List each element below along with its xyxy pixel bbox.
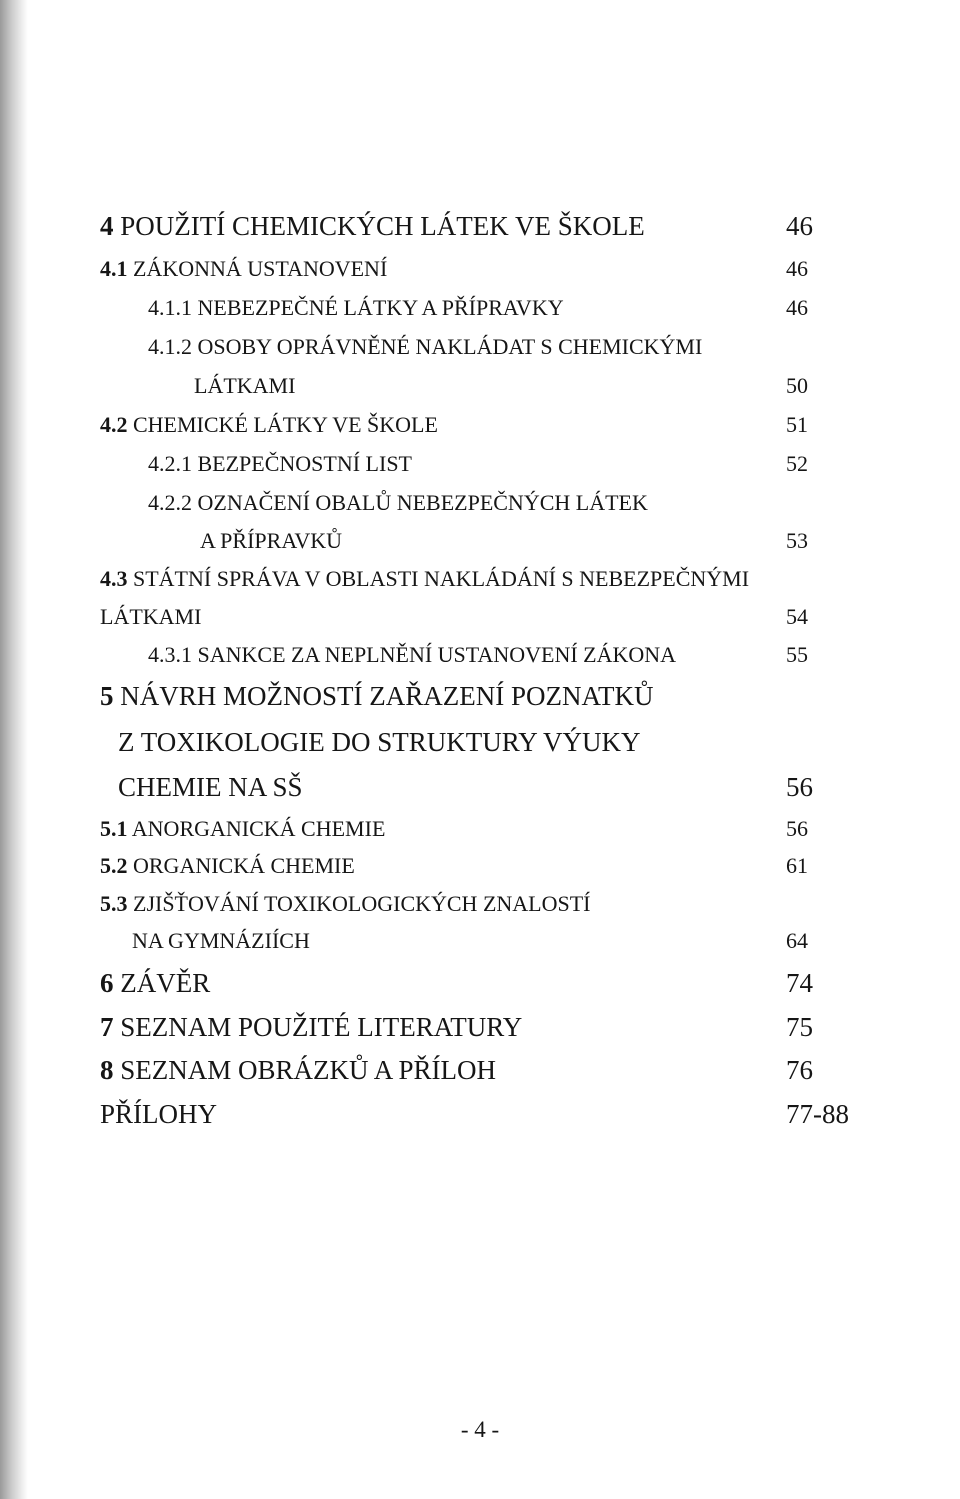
toc-title: ZJIŠŤOVÁNÍ TOXIKOLOGICKÝCH ZNALOSTÍ (127, 891, 591, 916)
toc-page: 61 (786, 853, 808, 878)
toc-number: 5.2 (100, 853, 128, 878)
toc-number: 4.1.2 (148, 334, 192, 359)
toc-entry-4-2-2 (148, 492, 648, 514)
page-number: - 4 - (460, 1417, 500, 1442)
toc-number: 4.2.1 (148, 451, 192, 476)
toc-page: 77-88 (786, 1099, 849, 1129)
toc-entry-5-3 (100, 893, 591, 915)
toc-page: 75 (786, 1012, 813, 1042)
toc-page: 76 (786, 1055, 813, 1085)
toc-title: ANORGANICKÁ CHEMIE (127, 816, 386, 841)
toc-page: 55 (786, 642, 808, 667)
toc-entry-4-2-1 (148, 453, 412, 475)
toc-entry-4-1-2 (148, 336, 702, 358)
toc-title: SANKCE ZA NEPLNĚNÍ USTANOVENÍ ZÁKONA (192, 642, 677, 667)
toc-title: LÁTKAMI (194, 373, 296, 398)
toc-page: 53 (786, 528, 808, 553)
toc-page: 51 (786, 412, 808, 437)
toc-entry-4-1-1 (148, 297, 564, 319)
toc-entry-4-1 (100, 258, 387, 280)
toc-title: LÁTKAMI (100, 604, 202, 629)
toc-page: 50 (786, 373, 808, 398)
toc-page: 64 (786, 928, 808, 953)
toc-entry-5-1 (100, 818, 385, 840)
toc-number: 6 (100, 968, 114, 998)
toc-title: OSOBY OPRÁVNĚNÉ NAKLÁDAT S CHEMICKÝMI (192, 334, 703, 359)
toc-entry-continuation (118, 729, 641, 756)
toc-page: 54 (786, 604, 808, 629)
toc-entry-continuation (100, 606, 201, 628)
toc-title: SEZNAM OBRÁZKŮ A PŘÍLOH (113, 1055, 497, 1085)
toc-title: SEZNAM POUŽITÉ LITERATURY (113, 1012, 523, 1042)
toc-page: 52 (786, 451, 808, 476)
toc-title: CHEMIE NA SŠ (118, 772, 303, 802)
toc-entry-4-2 (100, 414, 438, 436)
toc-entry-5-2 (100, 855, 355, 877)
toc-number: 4.2 (100, 412, 128, 437)
toc-title: OZNAČENÍ OBALŮ NEBEZPEČNÝCH LÁTEK (192, 490, 648, 515)
toc-entry-continuation (200, 530, 342, 552)
toc-number: 7 (100, 1012, 114, 1042)
toc-entry-continuation (132, 930, 310, 952)
toc-number: 8 (100, 1055, 114, 1085)
toc-title: A PŘÍPRAVKŮ (200, 528, 343, 553)
toc-entry-7 (100, 1014, 522, 1041)
toc-entry-4 (100, 213, 645, 240)
toc-entry-5 (100, 683, 653, 710)
toc-number: 5.1 (100, 816, 128, 841)
toc-page: 46 (786, 295, 808, 320)
toc-title: NA GYMNÁZIÍCH (132, 928, 310, 953)
toc-title: ZÁVĚR (113, 968, 211, 998)
toc-entry-continuation (194, 375, 295, 397)
toc-title: BEZPEČNOSTNÍ LIST (192, 451, 412, 476)
toc-number: 4.2.2 (148, 490, 192, 515)
toc-number: 5.3 (100, 891, 128, 916)
toc-page: 56 (786, 772, 813, 802)
toc-entry-6 (100, 970, 210, 997)
toc-entry-4-3 (100, 568, 749, 590)
toc-entry-prilohy (100, 1101, 217, 1128)
toc-title: Z TOXIKOLOGIE DO STRUKTURY VÝUKY (118, 727, 641, 757)
toc-title: ZÁKONNÁ USTANOVENÍ (127, 256, 388, 281)
toc-page: 56 (786, 816, 808, 841)
toc-title: CHEMICKÉ LÁTKY VE ŠKOLE (127, 412, 438, 437)
toc-title: POUŽITÍ CHEMICKÝCH LÁTEK VE ŠKOLE (113, 211, 645, 241)
toc-entry-4-3-1 (148, 644, 676, 666)
scan-shadow (0, 0, 28, 1499)
toc-title: NEBEZPEČNÉ LÁTKY A PŘÍPRAVKY (192, 295, 564, 320)
toc-page: 74 (786, 968, 813, 998)
toc-number: 4.1.1 (148, 295, 192, 320)
toc-number: 4 (100, 211, 114, 241)
toc-entry-8 (100, 1057, 496, 1084)
toc-number: 4.3.1 (148, 642, 192, 667)
toc-page: 46 (786, 211, 813, 241)
toc-number: 5 (100, 681, 114, 711)
toc-title: PŘÍLOHY (100, 1099, 218, 1129)
toc-title: ORGANICKÁ CHEMIE (127, 853, 355, 878)
toc-number: 4.3 (100, 566, 128, 591)
toc-entry-continuation (118, 774, 303, 801)
toc-title: NÁVRH MOŽNOSTÍ ZAŘAZENÍ POZNATKŮ (113, 681, 654, 711)
toc-number: 4.1 (100, 256, 128, 281)
toc-title: STÁTNÍ SPRÁVA V OBLASTI NAKLÁDÁNÍ S NEBEZPEČNÝMI (127, 566, 750, 591)
toc-page: 46 (786, 256, 808, 281)
